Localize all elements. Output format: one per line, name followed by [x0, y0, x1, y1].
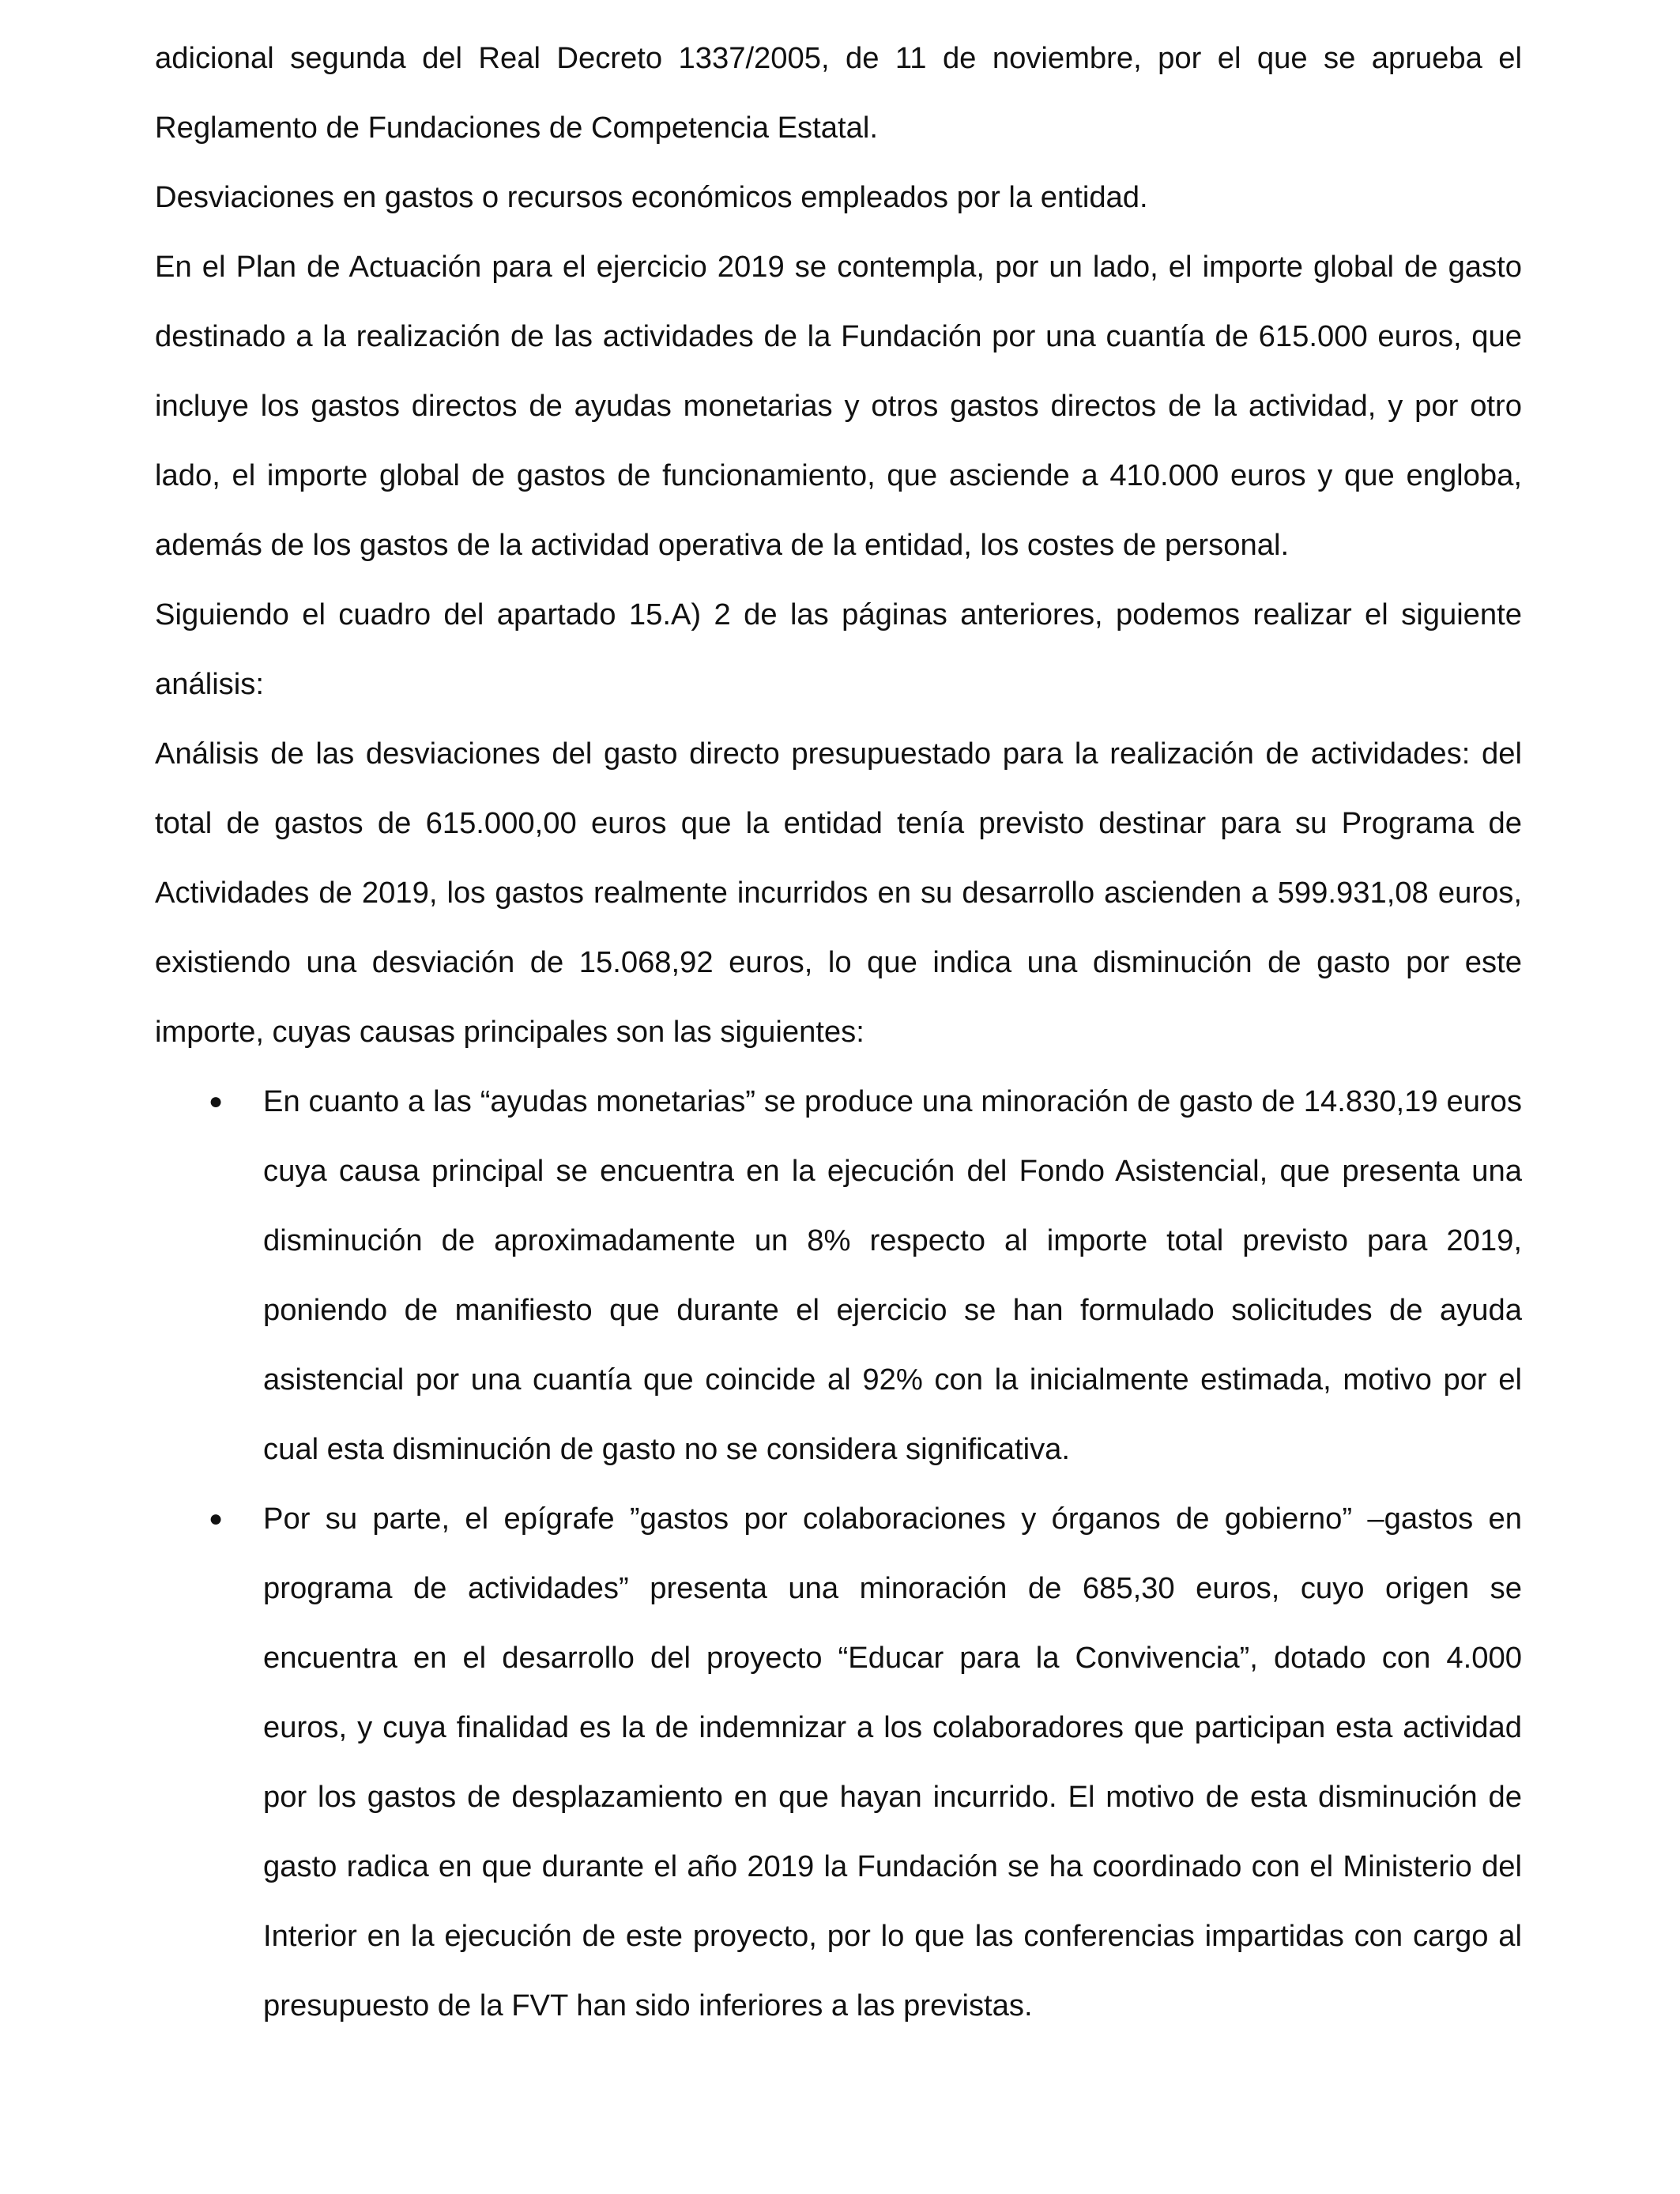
causes-list	[155, 1067, 1522, 2041]
paragraph-action-plan: En el Plan de Actuación para el ejercicio 2019 se contempla, por un lado, el importe global de gasto destinado a la realización de las actividades de la Fundación por una cuantía de 615.000 euros, que incluye los gastos directos de ayudas monetarias y otros gastos directos de la actividad, y por otro lado, el importe global de gastos de funcionamiento, que asciende a 410.000 euros y que engloba, además de los gastos de la actividad operativa de la entidad, los costes de personal.	[155, 250, 1522, 562]
bullet-text-monetary-aid: En cuanto a las “ayudas monetarias” se produce una minoración de gasto de 14.830,19 euros cuya causa principal se encuentra en la ejecución del Fondo Asistencial, que presenta una disminución de aproximadamente un 8% respecto al importe total previsto para 2019, poniendo de manifiesto que durante el ejercicio se han formulado solicitudes de ayuda asistencial por una cuantía que coincide al 92% con la inicialmente estimada, motivo por el cual esta disminución de gasto no se considera significativa.	[263, 1084, 1522, 1466]
document-page	[155, 24, 1522, 2041]
section-heading-deviations: Desviaciones en gastos o recursos económicos empleados por la entidad.	[155, 180, 1148, 214]
list-item	[155, 1067, 1522, 1484]
paragraph-direct-expense-analysis: Análisis de las desviaciones del gasto directo presupuestado para la realización de actividades: del total de gastos de 615.000,00 euros que la entidad tenía previsto destinar para su Programa de Actividades de 2019, los gastos realmente incurridos en su desarrollo ascienden a 599.931,08 euros, existiendo una desviación de 15.068,92 euros, lo que indica una disminución de gasto por este importe, cuyas causas principales son las siguientes:	[155, 737, 1522, 1049]
bullet-icon: ●	[209, 1506, 224, 1532]
bullet-text-collaborations: Por su parte, el epígrafe ”gastos por colaboraciones y órganos de gobierno” –gastos en programa de actividades” presenta una minoración de 685,30 euros, cuyo origen se encuentra en el desarrollo del proyecto “Educar para la Convivencia”, dotado con 4.000 euros, y cuya finalidad es la de indemnizar a los colaboradores que participan esta actividad por los gastos de desplazamiento en que hayan incurrido. El motivo de esta disminución de gasto radica en que durante el año 2019 la Fundación se ha coordinado con el Ministerio del Interior en la ejecución de este proyecto, por lo que las conferencias impartidas con cargo al presupuesto de la FVT han sido inferiores a las previstas.	[263, 1502, 1522, 2022]
paragraph-analysis-intro: Siguiendo el cuadro del apartado 15.A) 2 de las páginas anteriores, podemos realizar el siguiente análisis:	[155, 598, 1522, 701]
bullet-icon: ●	[209, 1088, 224, 1114]
list-item	[155, 1484, 1522, 2041]
paragraph-decree-reference: adicional segunda del Real Decreto 1337/2005, de 11 de noviembre, por el que se aprueba el Reglamento de Fundaciones de Competencia Estatal.	[155, 41, 1522, 145]
